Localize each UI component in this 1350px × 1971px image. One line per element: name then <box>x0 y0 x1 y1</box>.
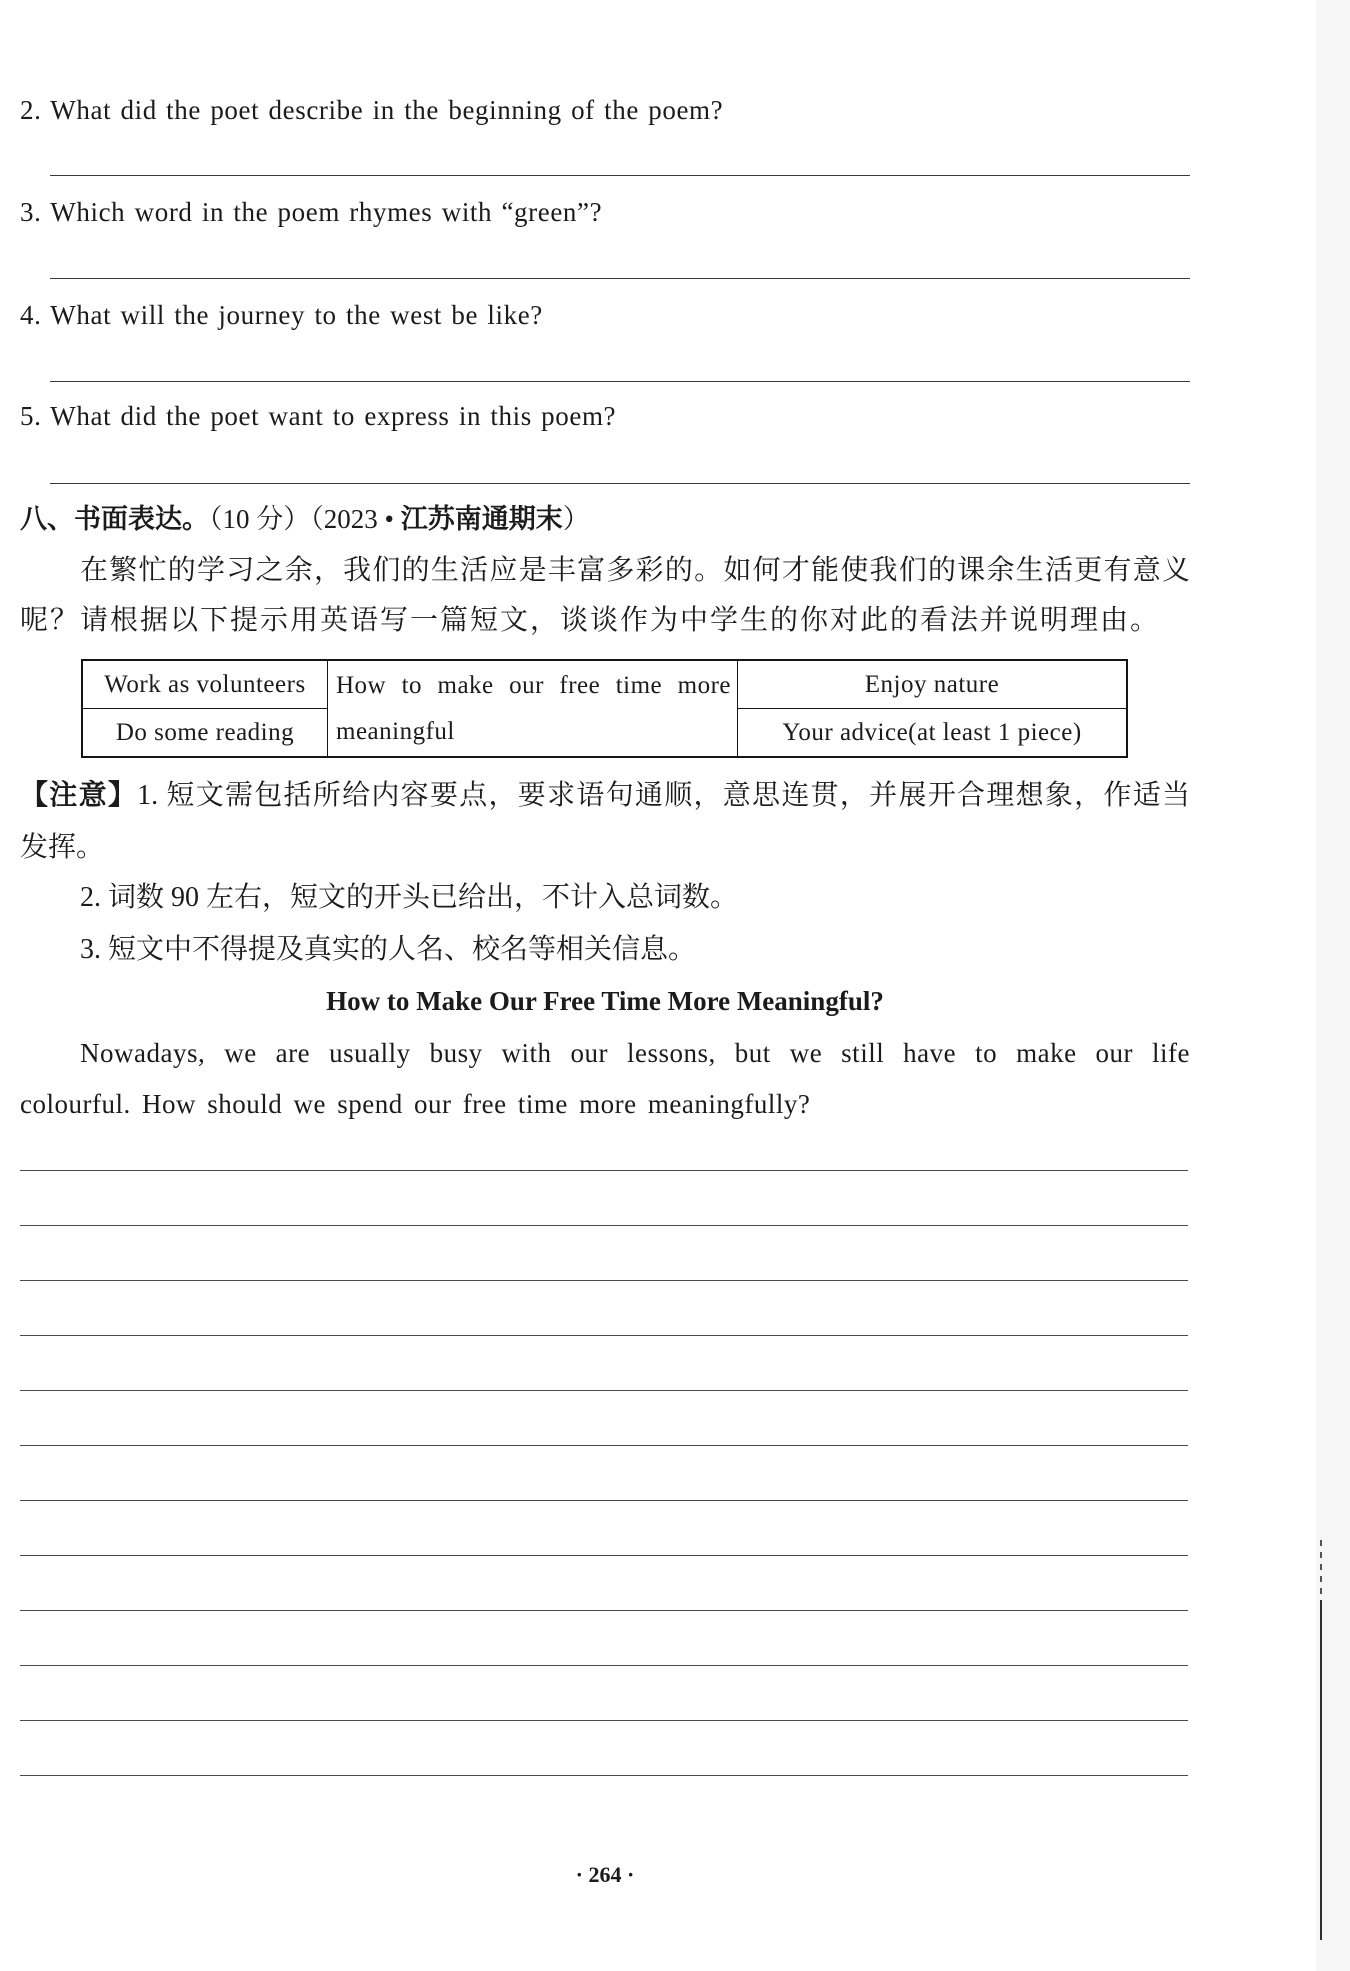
writing-line <box>20 1335 1188 1336</box>
scan-edge-line <box>1320 1600 1322 1940</box>
writing-line <box>20 1170 1188 1171</box>
question-2: 2. What did the poet describe in the beginning of the poem? <box>20 95 724 125</box>
hint-cell <box>738 709 1126 756</box>
prompt-line-1: 在繁忙的学习之余，我们的生活应是丰富多彩的。如何才能使我们的课余生活更有意义 <box>80 555 1190 586</box>
writing-line <box>20 1445 1188 1446</box>
hint-reading: Do some reading <box>115 718 295 746</box>
question-5: 5. What did the poet want to express in this poem? <box>20 401 617 431</box>
note-1-continued: 发挥。 <box>20 832 105 863</box>
note-1-text: 1. 短文需包括所给内容要点，要求语句通顺，意思连贯，并展开合理想象，作适当 <box>137 780 1190 811</box>
hint-cell <box>83 709 328 756</box>
section-source-prefix: （2023 • <box>310 504 401 534</box>
essay-title: How to Make Our Free Time More Meaningful? <box>326 986 884 1016</box>
note-label: 【注意】 <box>20 780 138 811</box>
page-number: · 264 · <box>575 1862 635 1887</box>
hint-volunteers: Work as volunteers <box>104 670 306 698</box>
writing-line <box>20 1390 1188 1391</box>
writing-line <box>20 1720 1188 1721</box>
answer-line <box>50 175 1190 176</box>
scan-edge-dash <box>1320 1540 1322 1598</box>
answer-line <box>50 278 1190 279</box>
hint-cell-topic <box>328 661 738 756</box>
writing-line <box>20 1555 1188 1556</box>
note-3: 3. 短文中不得提及真实的人名、校名等相关信息。 <box>80 934 697 965</box>
note-1 <box>20 777 1190 815</box>
essay-opening-line-1: Nowadays, we are usually busy with our lessons, but we still have to make our life <box>80 1038 1190 1068</box>
writing-line <box>20 1500 1188 1501</box>
writing-line <box>20 1610 1188 1611</box>
essay-opening-line-2: colourful. How should we spend our free time more meaningfully? <box>20 1089 811 1119</box>
answer-line <box>50 381 1190 382</box>
hint-cell <box>738 661 1126 709</box>
section-source-suffix: ） <box>562 504 590 534</box>
section-heading <box>20 500 590 539</box>
hint-cell <box>83 661 328 709</box>
question-3: 3. Which word in the poem rhymes with “green”? <box>20 197 603 227</box>
hint-table <box>81 659 1128 758</box>
hint-topic: How to make our free time more meaningful <box>336 672 731 745</box>
writing-line <box>20 1775 1188 1776</box>
section-label: 八、书面表达。 <box>20 504 209 535</box>
hint-advice: Your advice(at least 1 piece) <box>782 718 1082 746</box>
note-2: 2. 词数 90 左右，短文的开头已给出，不计入总词数。 <box>80 882 739 913</box>
prompt-line-2: 呢？请根据以下提示用英语写一篇短文，谈谈作为中学生的你对此的看法并说明理由。 <box>20 605 1161 636</box>
hint-nature: Enjoy nature <box>864 670 1000 698</box>
section-source: 江苏南通期末 <box>400 504 563 534</box>
section-score: （10 分） <box>209 504 311 534</box>
writing-line <box>20 1225 1188 1226</box>
writing-line <box>20 1665 1188 1666</box>
question-4: 4. What will the journey to the west be like? <box>20 300 543 330</box>
answer-line <box>50 483 1190 484</box>
writing-line <box>20 1280 1188 1281</box>
